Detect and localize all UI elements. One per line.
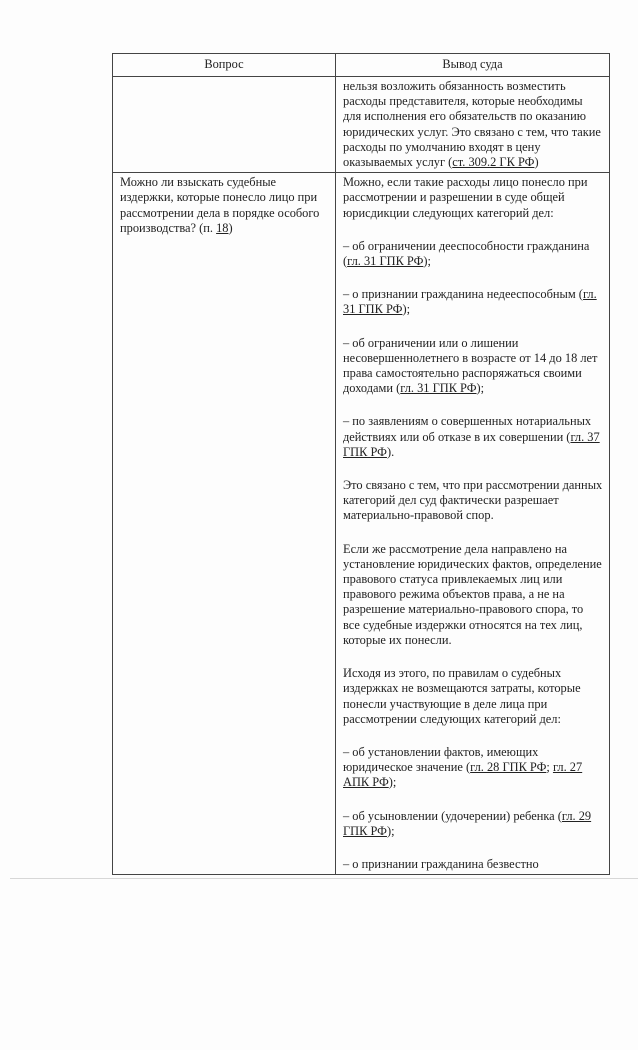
answer-cell bbox=[336, 173, 610, 875]
answer-text: – об усыновлении (удочерении) ребенка ( bbox=[343, 808, 562, 823]
law-link[interactable]: гл. 31 ГПК РФ bbox=[343, 287, 597, 317]
answer-cell bbox=[336, 77, 610, 173]
header-court-conclusion: Вывод суда bbox=[336, 54, 610, 77]
answer-paragraph bbox=[343, 79, 603, 170]
document-table bbox=[112, 53, 610, 875]
law-link[interactable]: гл. 29 ГПК РФ bbox=[343, 808, 592, 838]
answer-paragraph bbox=[343, 239, 603, 269]
answer-text: – об ограничении дееспособности гражданина ( bbox=[343, 238, 590, 269]
answer-tail: ); bbox=[402, 302, 411, 317]
table-header-row bbox=[113, 54, 610, 77]
table-row bbox=[113, 77, 610, 173]
answer-text: – об установлении фактов, имеющих юридическое значение ( bbox=[343, 744, 539, 775]
answer-text: нельзя возложить обязанность возместить расходы представителя, которые необходимы для исполнения его обязательств по оказанию юридических услуг. Это связано с тем, что такие расходы по умолчанию входят в цену оказываемых услуг ( bbox=[343, 79, 601, 170]
answer-paragraph bbox=[343, 414, 603, 460]
question-text: Можно ли взыскать судебные издержки, которые понесло лицо при рассмотрении дела в порядке особого производства? (п. bbox=[120, 175, 320, 235]
table-row bbox=[113, 173, 610, 875]
question-tail: ) bbox=[228, 220, 233, 235]
question-cell-empty bbox=[113, 77, 336, 173]
answer-paragraph: – о признании гражданина безвестно bbox=[343, 856, 539, 871]
answer-paragraph bbox=[343, 809, 603, 839]
header-question: Вопрос bbox=[113, 54, 336, 77]
answer-tail: ). bbox=[386, 444, 395, 459]
answer-paragraph: Можно, если такие расходы лицо понесло при рассмотрении и разрешении в суде общей юрисдикции следующих категорий дел: bbox=[343, 175, 588, 220]
answer-paragraph: Исходя из этого, по правилам о судебных издержках не возмещаются затраты, которые понесли участвующие в деле лица при рассмотрении следующих категорий дел: bbox=[343, 666, 581, 726]
answer-tail: ); bbox=[388, 775, 397, 790]
law-link[interactable]: гл. 31 ГПК РФ bbox=[347, 254, 424, 269]
answer-text: – по заявлениям о совершенных нотариальных действиях или об отказе в их совершении ( bbox=[343, 414, 592, 444]
law-link[interactable]: гл. 37 ГПК РФ bbox=[343, 429, 600, 459]
answer-tail: ) bbox=[534, 155, 539, 170]
answer-text: – о признании гражданина недееспособным ( bbox=[343, 287, 583, 302]
law-link[interactable]: ст. 309.2 ГК РФ bbox=[452, 155, 535, 170]
law-link[interactable]: гл. 28 ГПК РФ bbox=[470, 760, 547, 775]
answer-paragraph bbox=[343, 287, 603, 317]
answer-paragraph bbox=[343, 336, 603, 397]
law-link[interactable]: гл. 27 АПК РФ bbox=[343, 760, 583, 790]
answer-separator: ; bbox=[546, 760, 553, 775]
question-point-link[interactable]: 18 bbox=[216, 220, 229, 235]
answer-text: – об ограничении или о лишении несовершеннолетнего в возрасте от 14 до 18 лет права самостоятельно распоряжаться своими доходами ( bbox=[343, 335, 598, 396]
answer-tail: ); bbox=[386, 823, 395, 838]
law-link[interactable]: гл. 31 ГПК РФ bbox=[400, 381, 477, 396]
answer-tail: ); bbox=[476, 381, 485, 396]
answer-paragraph: Это связано с тем, что при рассмотрении данных категорий дел суд фактически разрешает материально-правовой спор. bbox=[343, 478, 603, 523]
page-bottom-edge bbox=[10, 878, 638, 879]
answer-paragraph: Если же рассмотрение дела направлено на установление юридических фактов, определение правового статуса привлекаемых лиц или правового режима объектов права, а не на разрешение материально-правового спора, то все судебные издержки относятся на тех лиц, которые их понесли. bbox=[343, 541, 602, 647]
question-cell bbox=[113, 173, 336, 875]
answer-tail: ); bbox=[423, 254, 431, 269]
answer-paragraph bbox=[343, 745, 603, 791]
